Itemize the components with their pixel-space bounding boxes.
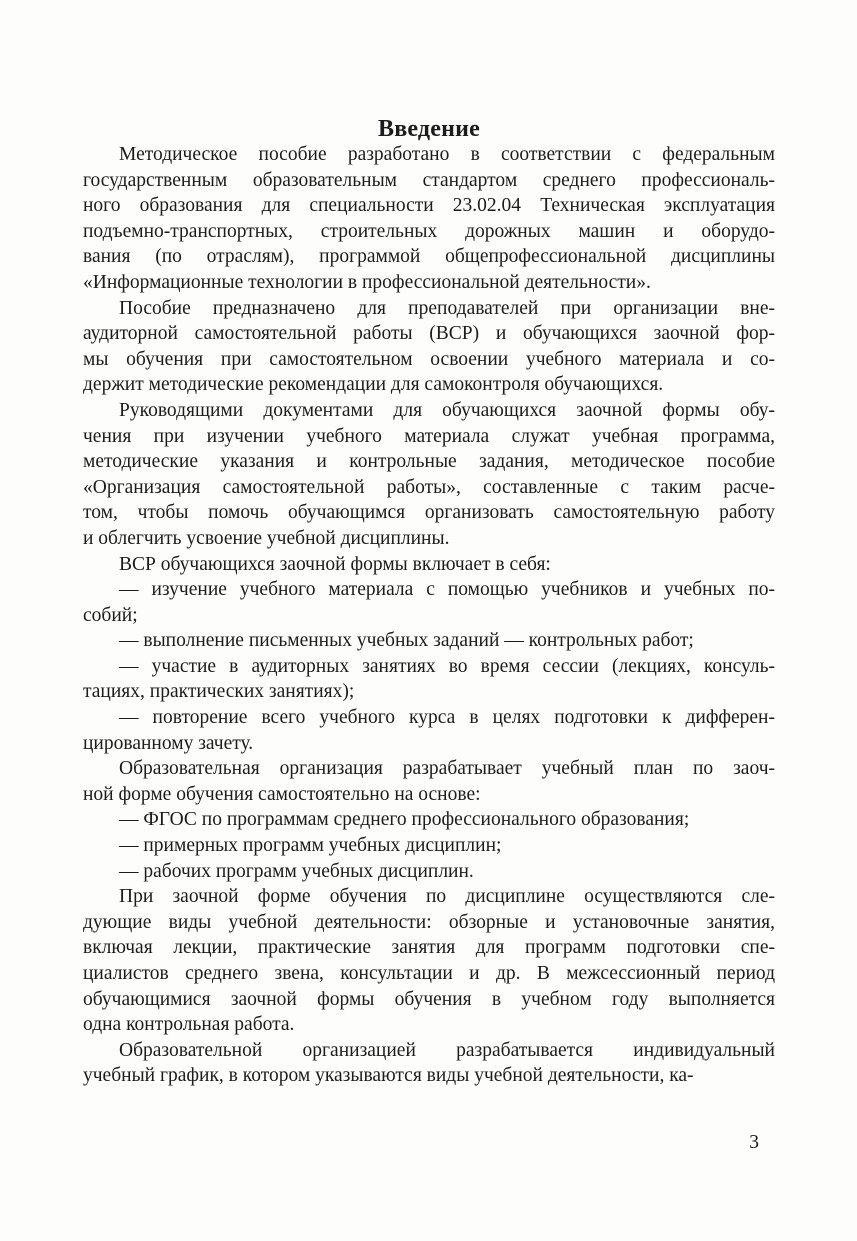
paragraph [83,833,775,859]
text-line: мы обучения при самостоятельном освоении учебного материала и со- [83,348,775,370]
text-line: обучающимися заочной формы обучения в учебном году выполняется [83,988,775,1010]
text-line: аудиторной самостоятельной работы (ВСР) и обучающихся заочной фор- [83,323,775,345]
paragraph [83,552,775,578]
text-line: Руководящими документами для обучающихся заочной формы обу- [119,399,775,421]
text-line: Образовательная организация разрабатывает учебный план по заоч- [119,758,775,780]
text-line: Образовательной организацией разрабатывается индивидуальный [119,1039,775,1061]
paragraph [83,705,775,756]
paragraph [83,884,775,1038]
text-line: — рабочих программ учебных дисциплин. [119,860,474,882]
paragraph [83,859,775,885]
text-line: тациях, практических занятиях); [83,681,355,703]
text-line: одна контрольная работа. [83,1014,295,1036]
text-line: — участие в аудиторных занятиях во время сессии (лекциях, консуль- [119,655,775,677]
paragraph [83,807,775,833]
text-line: чения при изучении учебного материала служат учебная программа, [83,425,775,447]
paragraph [83,628,775,654]
text-line: ной форме обучения самостоятельно на основе: [83,783,481,805]
text-line: дующие виды учебной деятельности: обзорные и установочные занятия, [83,911,775,933]
paragraph [83,577,775,628]
text-line: подъемно-транспортных, строительных дорожных машин и оборудо- [83,220,775,242]
text-line: цированному зачету. [83,732,254,754]
paragraph [83,756,775,807]
text-line: «Организация самостоятельной работы», составленные с таким расче- [83,476,775,498]
text-line: циалистов среднего звена, консультации и др. В межсессионный период [83,963,775,984]
text-line: собий; [83,604,138,626]
paragraph [83,296,775,398]
text-line: том, чтобы помочь обучающимся организовать самостоятельную работу [83,502,775,524]
text-line: Пособие предназначено для преподавателей при организации вне- [119,297,775,319]
text-line: — выполнение письменных учебных заданий — контрольных работ; [119,630,694,652]
text-line: — примерных программ учебных дисциплин; [119,835,502,857]
paragraph [83,398,775,552]
body-text [83,142,775,1089]
text-line: включая лекции, практические занятия для программ подготовки спе- [83,937,775,959]
paragraph [83,1038,775,1089]
text-line: — изучение учебного материала с помощью учебников и учебных по- [119,579,775,601]
text-line: учебный график, в котором указываются виды учебной деятельности, ка- [83,1065,694,1087]
text-line: — повторение всего учебного курса в целях подготовки к дифферен- [119,707,775,729]
text-line: вания (по отраслям), программой общепрофессиональной дисциплины [83,246,775,268]
page-title: Введение [377,116,480,143]
text-line: методические указания и контрольные задания, методическое пособие [83,451,775,473]
text-line: — ФГОС по программам среднего профессионального образования; [119,809,690,831]
text-line: Методическое пособие разработано в соответствии с федеральным [119,144,775,165]
paragraph [83,654,775,705]
text-line: При заочной форме обучения по дисциплине осуществляются сле- [119,886,775,908]
text-line: ного образования для специальности 23.02.04 Техническая эксплуатация [83,195,775,217]
text-line: ВСР обучающихся заочной формы включает в себя: [119,553,551,575]
text-line: держит методические рекомендации для самоконтроля обучающихся. [83,374,664,396]
paragraph [83,142,775,296]
text-line: «Информационные технологии в профессиональной деятельности». [83,271,651,293]
page-number: 3 [749,1132,759,1153]
text-line: государственным образовательным стандартом среднего профессиональ- [83,169,775,191]
text-line: и облегчить усвоение учебной дисциплины. [83,527,450,549]
